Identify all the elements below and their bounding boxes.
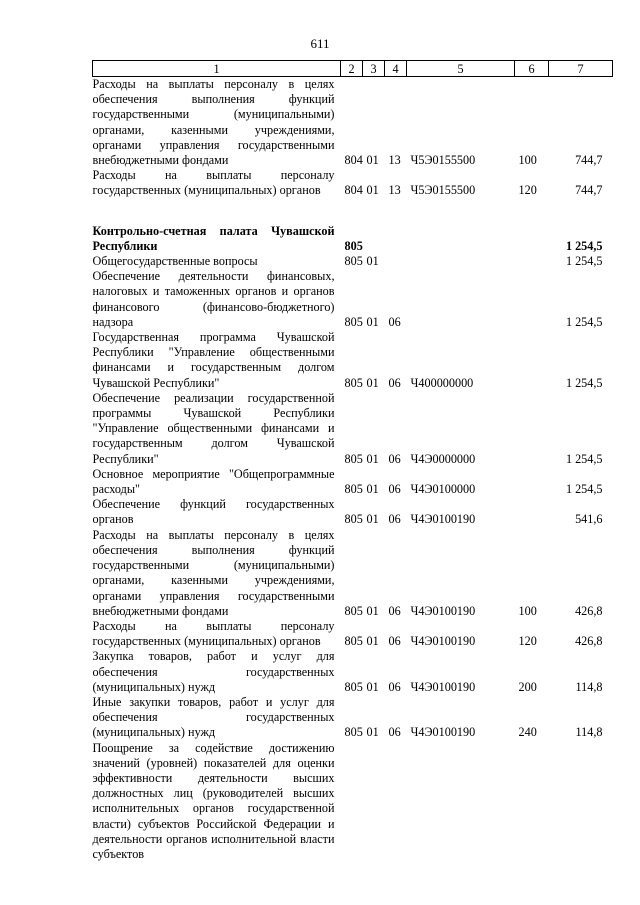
row-code-expense-type <box>515 391 549 467</box>
row-code-section: 01 <box>366 679 379 694</box>
row-code-ministry: 805 <box>344 634 363 649</box>
row-amount: 426,8 <box>575 603 603 618</box>
row-description: Закупка товаров, работ и услуг для обеспечения государственных (муниципальных) нужд <box>92 649 335 694</box>
row-code-subsection <box>385 254 407 269</box>
row-code-subsection <box>385 741 407 863</box>
row-code-section: 01 <box>366 512 379 527</box>
table-row <box>93 77 613 169</box>
row-code-target <box>407 224 515 254</box>
row-code-section: 01 <box>366 183 379 198</box>
row-code-expense-type <box>515 467 549 497</box>
row-description: Государственная программа Чувашской Республики "Управление общественными финансами и государственным долгом Чувашской Республики" <box>92 330 335 390</box>
header-col-5: 5 <box>407 61 515 77</box>
row-code-target: Ч4Э0000000 <box>410 451 476 466</box>
table-row <box>93 467 613 497</box>
row-description: Расходы на выплаты персоналу в целях обеспечения выполнения функций государственными (муниципальными) органами, казенными учреждениями, органами управления государственными внебюджетными фондами <box>92 77 335 168</box>
row-code-subsection: 06 <box>388 482 401 497</box>
spacer-row <box>93 199 613 224</box>
row-code-ministry: 805 <box>344 482 363 497</box>
row-code-subsection: 06 <box>388 725 401 740</box>
row-code-ministry: 804 <box>344 153 363 168</box>
row-code-section: 01 <box>366 603 379 618</box>
row-code-target: Ч5Э0155500 <box>410 153 476 168</box>
row-amount: 541,6 <box>575 512 603 527</box>
row-code-target: Ч4Э0100190 <box>410 603 476 618</box>
row-code-target: Ч4Э0100190 <box>410 679 476 694</box>
row-code-ministry: 805 <box>344 679 363 694</box>
row-code-expense-type: 200 <box>518 679 537 694</box>
row-code-subsection: 06 <box>388 451 401 466</box>
row-code-subsection: 06 <box>388 375 401 390</box>
row-amount: 1 254,5 <box>565 314 603 329</box>
table-row <box>93 254 613 269</box>
table-row <box>93 330 613 391</box>
page-number: 611 <box>310 36 330 51</box>
row-amount: 1 254,5 <box>565 375 603 390</box>
header-col-4: 4 <box>385 61 407 77</box>
table-row <box>93 649 613 695</box>
row-description: Обеспечение функций государственных органов <box>92 497 335 527</box>
row-code-ministry: 805 <box>344 238 363 253</box>
row-code-subsection <box>385 224 407 254</box>
row-description: Поощрение за содействие достижению значений (уровней) показателей для оценки эффективности деятельности высших должностных лиц (руководителей высших исполнительных органов государственной власти) субъектов Российской Федерации и деятельности органов исполнительной власти субъектов <box>92 740 335 861</box>
header-col-7: 7 <box>549 61 613 77</box>
row-code-subsection: 06 <box>388 512 401 527</box>
row-code-target <box>407 254 515 269</box>
row-code-section: 01 <box>366 314 379 329</box>
row-code-expense-type: 120 <box>518 634 537 649</box>
header-col-3: 3 <box>363 61 385 77</box>
table-row <box>93 168 613 198</box>
row-description: Расходы на выплаты персоналу государственных (муниципальных) органов <box>92 168 335 198</box>
table-body <box>93 77 613 863</box>
row-code-subsection: 13 <box>388 183 401 198</box>
row-amount: 114,8 <box>575 725 603 740</box>
table-row <box>93 695 613 741</box>
row-code-section <box>363 224 385 254</box>
row-code-target: Ч4Э0100190 <box>410 725 476 740</box>
row-code-section <box>363 741 385 863</box>
header-col-2: 2 <box>341 61 363 77</box>
row-description: Иные закупки товаров, работ и услуг для обеспечения государственных (муниципальных) нужд <box>92 694 335 740</box>
table-row <box>93 497 613 527</box>
row-code-section: 01 <box>366 451 379 466</box>
row-code-expense-type <box>515 330 549 391</box>
row-description: Расходы на выплаты персоналу государственных (муниципальных) органов <box>92 618 335 649</box>
row-amount: 1 254,5 <box>565 254 603 269</box>
row-code-subsection: 06 <box>388 603 401 618</box>
row-amount: 1 254,5 <box>565 482 603 497</box>
table-row <box>93 224 613 254</box>
row-code-expense-type <box>515 224 549 254</box>
row-code-section: 01 <box>366 375 379 390</box>
row-code-ministry: 805 <box>344 375 363 390</box>
row-code-section: 01 <box>366 634 379 649</box>
row-amount: 426,8 <box>575 634 603 649</box>
row-code-subsection: 06 <box>388 314 401 329</box>
row-code-expense-type <box>515 741 549 863</box>
row-code-expense-type <box>515 497 549 527</box>
table-row <box>93 619 613 649</box>
table-row <box>93 528 613 619</box>
row-code-target: Ч4Э0100000 <box>410 482 476 497</box>
row-code-target <box>407 741 515 863</box>
row-code-expense-type: 120 <box>518 183 537 198</box>
spacer-cell <box>93 199 613 224</box>
row-amount: 744,7 <box>575 183 603 198</box>
row-code-expense-type <box>515 269 549 330</box>
row-description: Общегосударственные вопросы <box>92 254 258 269</box>
row-code-ministry: 805 <box>344 451 363 466</box>
row-amount: 114,8 <box>575 679 603 694</box>
row-code-subsection: 06 <box>388 634 401 649</box>
table-row <box>93 741 613 863</box>
row-code-ministry: 805 <box>344 512 363 527</box>
row-code-ministry <box>341 741 363 863</box>
row-code-section: 01 <box>366 153 379 168</box>
row-code-expense-type <box>515 254 549 269</box>
row-code-ministry: 805 <box>344 603 363 618</box>
header-col-6: 6 <box>515 61 549 77</box>
row-code-expense-type: 100 <box>518 153 537 168</box>
row-description: Основное мероприятие "Общепрограммные расходы" <box>92 466 335 497</box>
row-amount <box>549 741 613 863</box>
row-code-section: 01 <box>366 725 379 740</box>
row-code-subsection: 06 <box>388 679 401 694</box>
row-amount: 1 254,5 <box>565 451 603 466</box>
budget-table <box>92 60 613 862</box>
row-code-subsection: 13 <box>388 153 401 168</box>
row-code-ministry: 805 <box>344 725 363 740</box>
row-code-ministry: 805 <box>344 314 363 329</box>
row-description: Обеспечение деятельности финансовых, налоговых и таможенных органов и органов финансового (финансово-бюджетного) надзора <box>92 269 335 329</box>
header-col-1: 1 <box>93 61 341 77</box>
table-row <box>93 391 613 467</box>
row-amount: 1 254,5 <box>565 238 603 253</box>
row-code-ministry: 804 <box>344 183 363 198</box>
table-row <box>93 269 613 330</box>
row-amount: 744,7 <box>575 153 603 168</box>
row-description: Обеспечение реализации государственной программы Чувашской Республики "Управление общественными финансами и государственным долгом Чувашской Республики" <box>92 390 335 466</box>
row-code-expense-type: 240 <box>518 725 537 740</box>
row-code-section: 01 <box>366 254 379 269</box>
row-code-section: 01 <box>366 482 379 497</box>
row-code-target: Ч400000000 <box>410 375 474 390</box>
row-code-target <box>407 269 515 330</box>
header-row <box>93 61 613 77</box>
row-code-expense-type: 100 <box>518 603 537 618</box>
row-code-target: Ч5Э0155500 <box>410 183 476 198</box>
row-code-target: Ч4Э0100190 <box>410 512 476 527</box>
row-code-target: Ч4Э0100190 <box>410 634 476 649</box>
row-description: Контрольно-счетная палата Чувашской Республики <box>92 223 335 253</box>
row-code-ministry: 805 <box>344 254 363 269</box>
row-description: Расходы на выплаты персоналу в целях обеспечения выполнения функций государственными (муниципальными) органами, казенными учреждениями, органами управления государственными внебюджетными фондами <box>92 527 335 618</box>
